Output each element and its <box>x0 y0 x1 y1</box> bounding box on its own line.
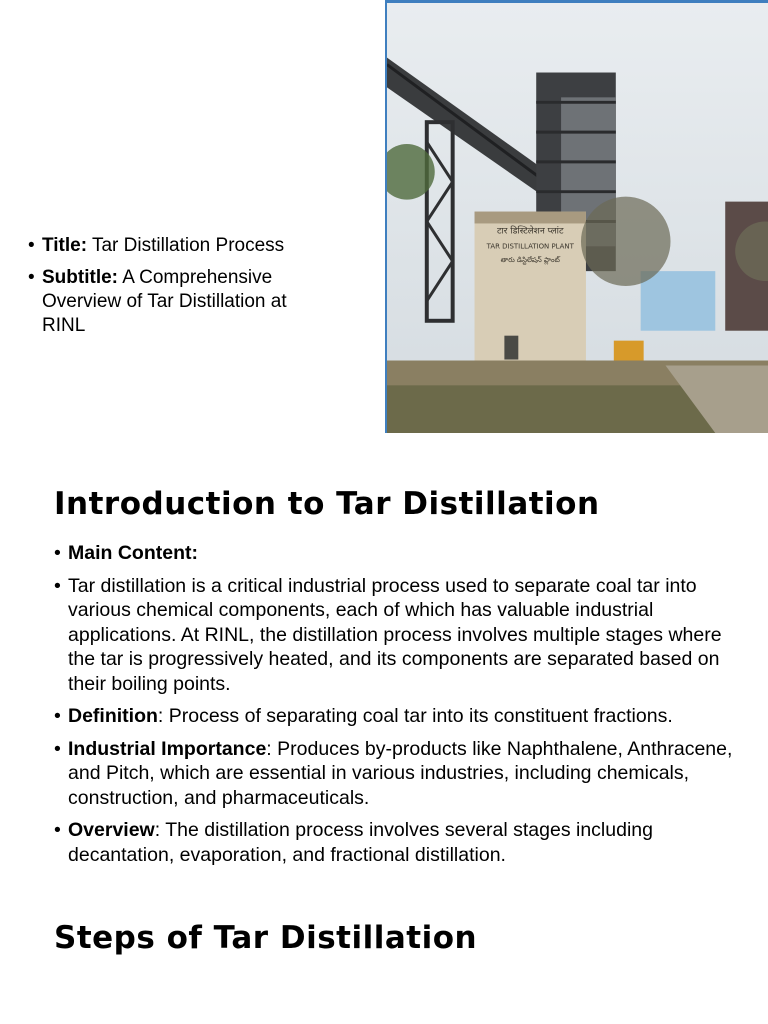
intro-heading: Introduction to Tar Distillation <box>54 486 600 522</box>
sign-text-telugu: తారు డిస్టిలేషన్ ప్లాంట్ <box>500 256 560 265</box>
bullet-text: Tar Distillation Process <box>87 235 285 256</box>
bullet-label: Industrial Importance <box>68 737 267 760</box>
sign-text-english: TAR DISTILLATION PLANT <box>486 242 574 251</box>
title-slide-bullets <box>28 234 328 346</box>
tar-distillation-plant-image <box>387 3 768 433</box>
intro-bullet-list <box>54 541 744 875</box>
bullet-text: A Comprehensive Overview of Tar Distillation at RINL <box>42 267 287 336</box>
sign-text-hindi: टार डिस्टिलेशन प्लांट <box>496 226 564 237</box>
bullet-label: Title: <box>42 235 88 256</box>
title-bullet <box>28 234 328 258</box>
plant-photo <box>385 0 768 433</box>
bullet-text: Tar distillation is a critical industrial process used to separate coal tar into various chemical components, each of which has valuable industrial applications. At RINL, the distillation process involves multiple stages where the tar is progressively heated, and its components are separated based on their boiling points. <box>68 574 722 695</box>
steps-heading: Steps of Tar Distillation <box>54 920 478 956</box>
bullet-text: : Process of separating coal tar into its constituent fractions. <box>157 705 673 727</box>
list-item <box>54 574 744 697</box>
list-item <box>54 737 744 811</box>
bullet-label: Overview <box>68 819 155 841</box>
list-item <box>54 818 744 867</box>
list-item <box>54 704 744 729</box>
bullet-text: : Produces by-products like Naphthalene, Anthracene, and Pitch, which are essential in various industries, including chemicals, construction, and pharmaceuticals. <box>68 737 733 809</box>
bullet-label: Definition <box>68 705 158 727</box>
subtitle-bullet <box>28 266 328 338</box>
list-item <box>54 541 744 566</box>
bullet-text: : The distillation process involves several stages including decantation, evaporation, and fractional distillation. <box>68 819 653 866</box>
bullet-label: Subtitle: <box>42 267 118 288</box>
bullet-label: Main Content: <box>68 542 198 564</box>
